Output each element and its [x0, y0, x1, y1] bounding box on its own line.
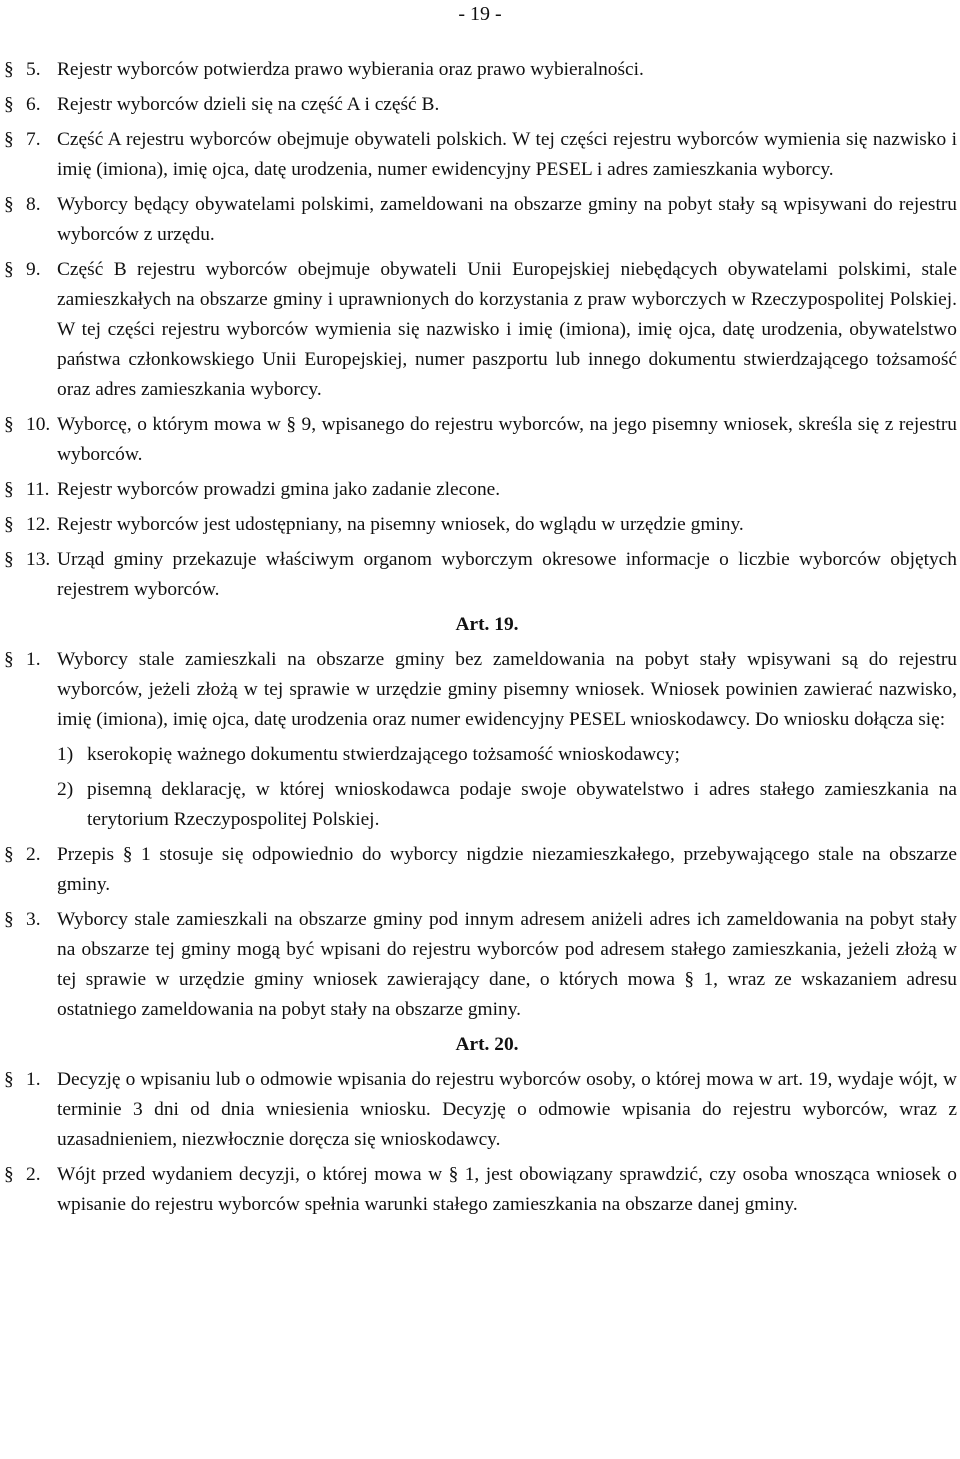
paragraph-marker: [0, 90, 57, 120]
paragraph-marker: [0, 905, 57, 935]
paragraph-number: 2.: [26, 1164, 41, 1185]
paragraph-marker: [0, 255, 57, 285]
paragraph-number: 11.: [26, 479, 50, 500]
point-text: kserokopię ważnego dokumentu stwierdzającego tożsamość wnioskodawcy;: [87, 744, 680, 765]
section-sign: §: [4, 414, 14, 435]
paragraph-marker: [0, 475, 57, 505]
point-number: 2): [57, 779, 74, 800]
paragraph-10: [0, 410, 960, 470]
section-sign: §: [4, 1164, 14, 1185]
article-20-title: Art. 20.: [455, 1034, 519, 1055]
paragraph-text: Wyborcy stale zamieszkali na obszarze gminy pod innym adresem aniżeli adres ich zameldowania na pobyt stały na obszarze tej gminy mogą być wpisani do rejestru wyborców pod adresem stałego zamieszkania, jeżeli złożą w tej sprawie w urzędzie gminy wniosek zawierający dane, o których mowa § 1, wraz ze wskazaniem adresu ostatniego zameldowania na pobyt stały na obszarze gminy.: [57, 909, 957, 1020]
section-sign: §: [4, 59, 14, 80]
section-sign: §: [4, 129, 14, 150]
page-number: - 19 -: [458, 3, 502, 25]
point-text: pisemną deklarację, w której wnioskodawca podaje swoje obywatelstwo i adres stałego zamieszkania na terytorium Rzeczypospolitej Polskiej.: [87, 779, 957, 830]
section-sign: §: [4, 649, 14, 670]
paragraph-9: [0, 255, 960, 405]
paragraph-text: Rejestr wyborców jest udostępniany, na pisemny wniosek, do wglądu w urzędzie gminy.: [57, 514, 744, 535]
paragraph-12: [0, 510, 960, 540]
paragraph-11: [0, 475, 960, 505]
paragraph-marker: [0, 645, 57, 675]
paragraph-marker: [0, 545, 57, 575]
paragraph-text: Rejestr wyborców potwierdza prawo wybierania oraz prawo wybieralności.: [57, 59, 644, 80]
paragraph-number: 13.: [26, 549, 51, 570]
paragraph-number: 9.: [26, 259, 41, 280]
section-sign: §: [4, 479, 14, 500]
paragraph-number: 8.: [26, 194, 41, 215]
section-sign: §: [4, 514, 14, 535]
paragraph-5: [0, 55, 960, 85]
paragraph-marker: [0, 410, 57, 440]
paragraph-marker: [0, 1065, 57, 1095]
paragraph-marker: [0, 125, 57, 155]
section-sign: §: [4, 259, 14, 280]
art19-paragraph-2: [0, 840, 960, 900]
paragraph-number: 1.: [26, 1069, 41, 1090]
paragraph-text: Przepis § 1 stosuje się odpowiednio do wyborcy nigdzie niezamieszkałego, przebywającego stale na obszarze gminy.: [57, 844, 957, 895]
paragraph-number: 6.: [26, 94, 41, 115]
paragraph-text: Rejestr wyborców dzieli się na część A i część B.: [57, 94, 440, 115]
art19-point-1: [0, 740, 960, 770]
art20-paragraph-1: [0, 1065, 960, 1155]
article-19-title: Art. 19.: [455, 614, 519, 635]
art20-paragraph-2: [0, 1160, 960, 1220]
paragraph-marker: [0, 190, 57, 220]
paragraph-text: Wyborcy stale zamieszkali na obszarze gminy bez zameldowania na pobyt stały wpisywani są do rejestru wyborców, jeżeli złożą w tej sprawie w urzędzie gminy pisemny wniosek. Wniosek powinien zawierać nazwisko, imię (imiona), imię ojca, datę urodzenia oraz numer ewidencyjny PESEL wnioskodawcy. Do wniosku dołącza się:: [57, 649, 957, 730]
paragraph-number: 10.: [26, 414, 51, 435]
paragraph-number: 5.: [26, 59, 41, 80]
paragraph-6: [0, 90, 960, 120]
paragraph-7: [0, 125, 960, 185]
paragraph-number: 12.: [26, 514, 51, 535]
paragraph-number: 1.: [26, 649, 41, 670]
paragraph-number: 7.: [26, 129, 41, 150]
paragraph-text: Wójt przed wydaniem decyzji, o której mowa w § 1, jest obowiązany sprawdzić, czy osoba wnosząca wniosek o wpisanie do rejestru wyborców spełnia warunki stałego zamieszkania na obszarze danej gminy.: [57, 1164, 957, 1215]
section-sign: §: [4, 194, 14, 215]
section-sign: §: [4, 549, 14, 570]
document-body: [0, 55, 960, 1225]
section-sign: §: [4, 1069, 14, 1090]
paragraph-text: Decyzję o wpisaniu lub o odmowie wpisania do rejestru wyborców osoby, o której mowa w art. 19, wydaje wójt, w terminie 3 dni od dnia wniesienia wniosku. Decyzję o odmowie wpisania do rejestru wyborców, wraz z uzasadnieniem, niezwłocznie doręcza się wnioskodawcy.: [57, 1069, 957, 1150]
art19-point-2: [0, 775, 960, 835]
paragraph-text: Wyborcę, o którym mowa w § 9, wpisanego do rejestru wyborców, na jego pisemny wniosek, skreśla się z rejestru wyborców.: [57, 414, 957, 465]
paragraph-text: Część B rejestru wyborców obejmuje obywateli Unii Europejskiej niebędących obywatelami polskimi, stale zamieszkałych na obszarze gminy i uprawnionych do korzystania z praw wyborczych w Rzeczypospolitej Polskiej. W tej części rejestru wyborców wymienia się nazwisko i imię (imiona), imię ojca, datę urodzenia, obywatelstwo państwa członkowskiego Unii Europejskiej, numer paszportu lub innego dokumentu stwierdzającego tożsamość oraz adres zamieszkania wyborcy.: [57, 259, 957, 400]
point-number: 1): [57, 744, 74, 765]
paragraph-text: Wyborcy będący obywatelami polskimi, zameldowani na obszarze gminy na pobyt stały są wpisywani do rejestru wyborców z urzędu.: [57, 194, 957, 245]
paragraph-marker: [0, 1160, 57, 1190]
paragraph-marker: [0, 840, 57, 870]
section-sign: §: [4, 94, 14, 115]
paragraph-text: Rejestr wyborców prowadzi gmina jako zadanie zlecone.: [57, 479, 501, 500]
paragraph-text: Urząd gminy przekazuje właściwym organom wyborczym okresowe informacje o liczbie wyborców objętych rejestrem wyborców.: [57, 549, 957, 600]
paragraph-marker: [0, 55, 57, 85]
art19-paragraph-3: [0, 905, 960, 1025]
section-sign: §: [4, 844, 14, 865]
paragraph-8: [0, 190, 960, 250]
paragraph-number: 2.: [26, 844, 41, 865]
paragraph-marker: [0, 510, 57, 540]
section-sign: §: [4, 909, 14, 930]
paragraph-number: 3.: [26, 909, 41, 930]
art19-paragraph-1: [0, 645, 960, 735]
paragraph-13: [0, 545, 960, 605]
paragraph-text: Część A rejestru wyborców obejmuje obywateli polskich. W tej części rejestru wyborców wymienia się nazwisko i imię (imiona), imię ojca, datę urodzenia, numer ewidencyjny PESEL i adres zamieszkania wyborcy.: [57, 129, 957, 180]
